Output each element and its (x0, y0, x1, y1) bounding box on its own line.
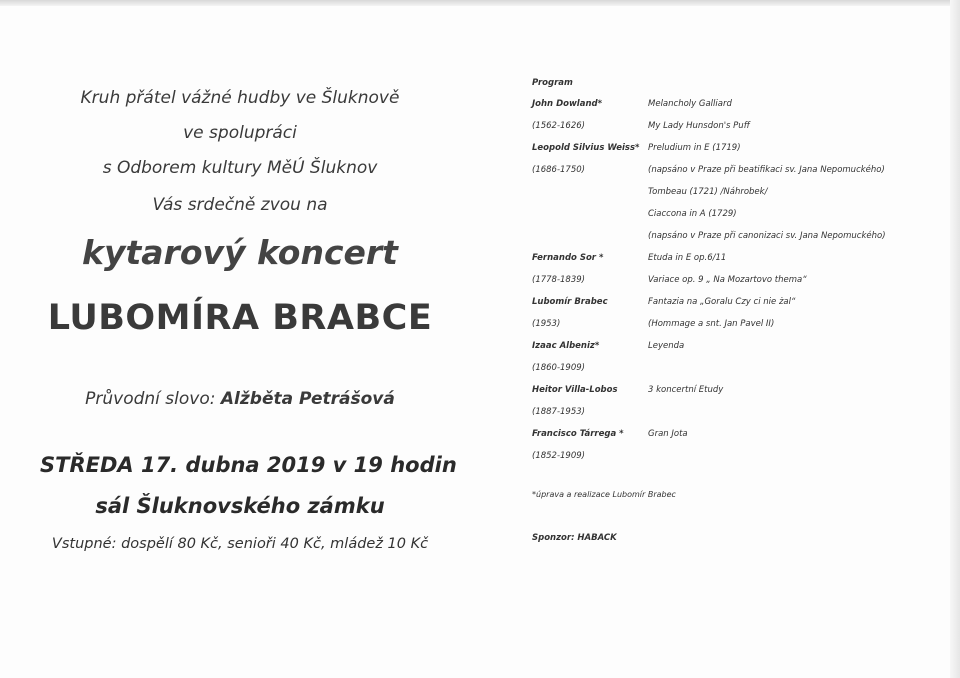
composer-dates: (1778-1839) (532, 275, 585, 285)
composer-name: Francisco Tárrega * (532, 429, 624, 439)
composer-name: Lubomír Brabec (532, 297, 608, 307)
composer-dates: (1887-1953) (532, 407, 585, 417)
speech-name: Alžběta Petrášová (220, 389, 395, 409)
piece-title: My Lady Hunsdon's Puff (648, 121, 750, 131)
performer-name: LUBOMÍRA BRABCE (47, 298, 433, 338)
composer-name: Leopold Silvius Weiss* (532, 143, 640, 153)
piece-title: Melancholy Galliard (648, 99, 732, 109)
sponsor-line: Sponzor: HABACK (532, 533, 617, 543)
speech-line (40, 389, 440, 409)
admission-prices: Vstupné: dospělí 80 Kč, senioři 40 Kč, mládež 10 Kč (51, 536, 429, 552)
piece-title: Preludium in E (1719) (648, 143, 741, 153)
composer-name: John Dowland* (532, 99, 603, 109)
composer-dates: (1953) (532, 319, 561, 329)
piece-title: Tombeau (1721) /Náhrobek/ (648, 187, 768, 197)
piece-title: Gran Jota (648, 429, 688, 439)
piece-title: 3 koncertní Etudy (648, 385, 724, 395)
composer-name: Izaac Albeniz* (532, 341, 600, 351)
composer-dates: (1562-1626) (532, 121, 585, 131)
invite-line: Vás srdečně zvou na (152, 195, 328, 215)
composer-name: Heitor Villa-Lobos (532, 385, 618, 395)
piece-title: (napsáno v Praze při beatifikaci sv. Jana Nepomuckého) (648, 165, 885, 175)
piece-title: Ciaccona in A (1729) (648, 209, 737, 219)
event-title: kytarový koncert (82, 233, 398, 272)
program-footnote: *úprava a realizace Lubomír Brabec (532, 490, 676, 499)
cooperation-line: ve spolupráci (183, 123, 297, 143)
piece-title: Etuda in E op.6/11 (648, 253, 727, 263)
piece-title: Leyenda (648, 341, 685, 351)
event-venue: sál Šluknovského zámku (95, 494, 385, 518)
program-heading: Program (532, 78, 573, 88)
composer-name: Fernando Sor * (532, 253, 604, 263)
piece-title: Variace op. 9 „ Na Mozartovo thema“ (648, 275, 807, 285)
organizer-line: Kruh přátel vážné hudby ve Šluknově (80, 88, 400, 108)
piece-title: Fantazia na „Goralu Czy ci nie żal“ (648, 297, 796, 307)
page-right-edge (950, 0, 960, 678)
event-date: STŘEDA 17. dubna 2019 v 19 hodin (40, 453, 457, 477)
composer-dates: (1852-1909) (532, 451, 585, 461)
piece-title: (Hommage a snt. Jan Pavel II) (648, 319, 775, 329)
page-top-edge (0, 0, 960, 6)
speech-label: Průvodní slovo: (85, 389, 221, 409)
composer-dates: (1686-1750) (532, 165, 585, 175)
partner-line: s Odborem kultury MěÚ Šluknov (102, 158, 378, 178)
piece-title: (napsáno v Praze při canonizaci sv. Jana Nepomuckého) (648, 231, 886, 241)
composer-dates: (1860-1909) (532, 363, 585, 373)
